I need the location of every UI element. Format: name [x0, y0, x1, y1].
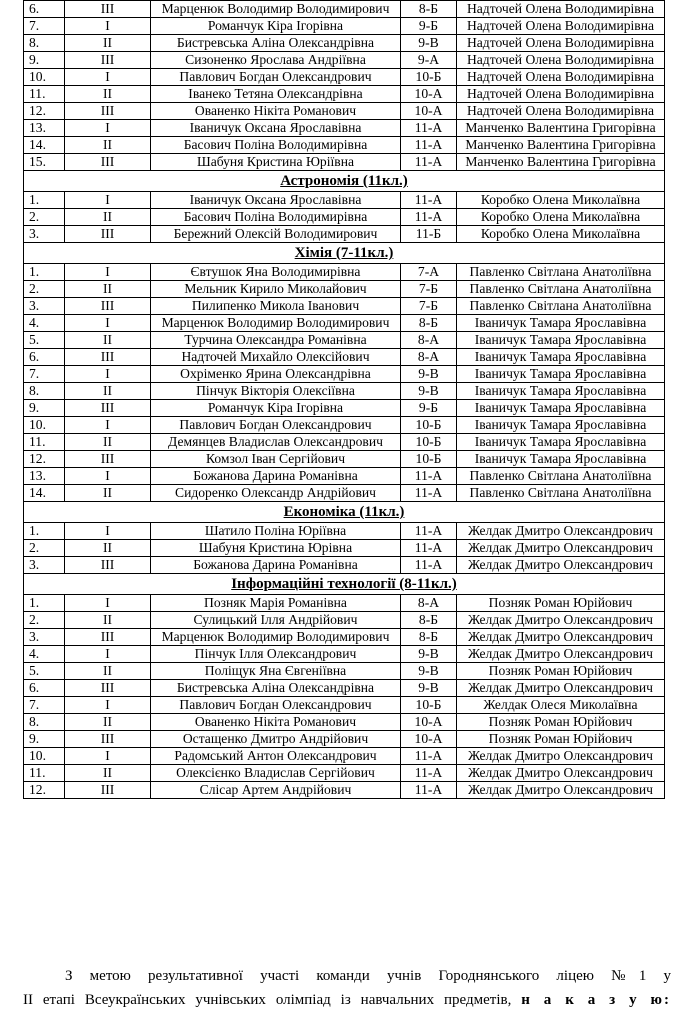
table-row: [24, 103, 665, 120]
place-cell: ІІІ: [65, 52, 151, 69]
teacher-name: Коробко Олена Миколаївна: [457, 192, 665, 209]
student-name: Комзол Іван Сергійович: [151, 451, 401, 468]
teacher-name: Желдак Дмитро Олександрович: [457, 557, 665, 574]
teacher-name: Надточей Олена Володимирівна: [457, 35, 665, 52]
class-cell: 11-А: [401, 137, 457, 154]
row-number: 3.: [24, 629, 65, 646]
subject-title: Інформаційні технології (8-11кл.): [24, 574, 665, 595]
teacher-name: Позняк Роман Юрійович: [457, 714, 665, 731]
class-cell: 7-Б: [401, 298, 457, 315]
preamble-line-2-text: ІІ етапі Всеукраїнських учнівських олімпіад із навчальних предметів,: [23, 992, 512, 1008]
row-number: 12.: [24, 451, 65, 468]
student-name: Пилипенко Микола Іванович: [151, 298, 401, 315]
row-number: 2.: [24, 281, 65, 298]
place-cell: ІІІ: [65, 680, 151, 697]
place-cell: ІІ: [65, 281, 151, 298]
student-name: Демянцев Владислав Олександрович: [151, 434, 401, 451]
teacher-name: Іваничук Тамара Ярославівна: [457, 383, 665, 400]
table-row: [24, 52, 665, 69]
row-number: 6.: [24, 1, 65, 18]
class-cell: 10-А: [401, 714, 457, 731]
preamble-line-2: [23, 988, 671, 1012]
place-cell: І: [65, 69, 151, 86]
place-cell: ІІ: [65, 540, 151, 557]
table-row: [24, 595, 665, 612]
class-cell: 9-Б: [401, 18, 457, 35]
place-cell: ІІІ: [65, 451, 151, 468]
class-cell: 10-А: [401, 731, 457, 748]
teacher-name: Павленко Світлана Анатоліївна: [457, 281, 665, 298]
class-cell: 10-А: [401, 86, 457, 103]
teacher-name: Манченко Валентина Григорівна: [457, 120, 665, 137]
teacher-name: Желдак Дмитро Олександрович: [457, 612, 665, 629]
student-name: Бережний Олексій Володимирович: [151, 226, 401, 243]
place-cell: І: [65, 417, 151, 434]
class-cell: 10-Б: [401, 417, 457, 434]
student-name: Божанова Дарина Романівна: [151, 557, 401, 574]
student-name: Ованенко Нікіта Романович: [151, 714, 401, 731]
student-name: Марценюк Володимир Володимирович: [151, 1, 401, 18]
row-number: 8.: [24, 714, 65, 731]
place-cell: І: [65, 697, 151, 714]
student-name: Надточей Михайло Олексійович: [151, 349, 401, 366]
student-name: Бистревська Аліна Олександрівна: [151, 680, 401, 697]
teacher-name: Коробко Олена Миколаївна: [457, 226, 665, 243]
class-cell: 8-А: [401, 595, 457, 612]
student-name: Остащенко Дмитро Андрійович: [151, 731, 401, 748]
class-cell: 9-В: [401, 366, 457, 383]
subject-title: Економіка (11кл.): [24, 502, 665, 523]
table-row: [24, 18, 665, 35]
row-number: 13.: [24, 468, 65, 485]
results-table-body: [24, 1, 665, 799]
table-row: [24, 192, 665, 209]
class-cell: 11-А: [401, 120, 457, 137]
table-row: [24, 120, 665, 137]
row-number: 6.: [24, 349, 65, 366]
class-cell: 9-В: [401, 35, 457, 52]
place-cell: ІІІ: [65, 782, 151, 799]
place-cell: І: [65, 523, 151, 540]
place-cell: І: [65, 748, 151, 765]
student-name: Бистревська Аліна Олександрівна: [151, 35, 401, 52]
teacher-name: Іваничук Тамара Ярославівна: [457, 400, 665, 417]
teacher-name: Іваничук Тамара Ярославівна: [457, 366, 665, 383]
teacher-name: Іваничук Тамара Ярославівна: [457, 315, 665, 332]
teacher-name: Позняк Роман Юрійович: [457, 731, 665, 748]
teacher-name: Позняк Роман Юрійович: [457, 663, 665, 680]
row-number: 5.: [24, 663, 65, 680]
teacher-name: Іваничук Тамара Ярославівна: [457, 434, 665, 451]
teacher-name: Коробко Олена Миколаївна: [457, 209, 665, 226]
place-cell: ІІІ: [65, 1, 151, 18]
subject-title: Хімія (7-11кл.): [24, 243, 665, 264]
teacher-name: Желдак Дмитро Олександрович: [457, 680, 665, 697]
row-number: 1.: [24, 192, 65, 209]
class-cell: 11-А: [401, 154, 457, 171]
table-row: [24, 468, 665, 485]
place-cell: І: [65, 595, 151, 612]
table-row: [24, 714, 665, 731]
row-number: 10.: [24, 748, 65, 765]
row-number: 10.: [24, 417, 65, 434]
table-row: [24, 663, 665, 680]
student-name: Павлович Богдан Олександрович: [151, 69, 401, 86]
teacher-name: Желдак Дмитро Олександрович: [457, 782, 665, 799]
student-name: Божанова Дарина Романівна: [151, 468, 401, 485]
class-cell: 9-В: [401, 680, 457, 697]
class-cell: 7-Б: [401, 281, 457, 298]
class-cell: 7-А: [401, 264, 457, 281]
teacher-name: Павленко Світлана Анатоліївна: [457, 298, 665, 315]
class-cell: 9-В: [401, 646, 457, 663]
row-number: 1.: [24, 523, 65, 540]
table-row: [24, 366, 665, 383]
student-name: Романчук Кіра Ігорівна: [151, 18, 401, 35]
table-row: [24, 629, 665, 646]
teacher-name: Желдак Дмитро Олександрович: [457, 646, 665, 663]
student-name: Іванеко Тетяна Олександрівна: [151, 86, 401, 103]
table-row: [24, 298, 665, 315]
row-number: 14.: [24, 485, 65, 502]
subject-title: Астрономія (11кл.): [24, 171, 665, 192]
place-cell: ІІ: [65, 86, 151, 103]
order-preamble: [23, 964, 671, 1012]
teacher-name: Позняк Роман Юрійович: [457, 595, 665, 612]
row-number: 7.: [24, 366, 65, 383]
row-number: 8.: [24, 35, 65, 52]
place-cell: ІІІ: [65, 349, 151, 366]
class-cell: 9-Б: [401, 400, 457, 417]
student-name: Радомський Антон Олександрович: [151, 748, 401, 765]
row-number: 2.: [24, 209, 65, 226]
class-cell: 10-Б: [401, 69, 457, 86]
place-cell: І: [65, 366, 151, 383]
table-row: [24, 417, 665, 434]
student-name: Турчина Олександра Романівна: [151, 332, 401, 349]
teacher-name: Іваничук Тамара Ярославівна: [457, 349, 665, 366]
row-number: 1.: [24, 595, 65, 612]
class-cell: 11-А: [401, 209, 457, 226]
place-cell: ІІІ: [65, 226, 151, 243]
student-name: Басович Поліна Володимирівна: [151, 137, 401, 154]
table-row: [24, 1, 665, 18]
table-row: [24, 680, 665, 697]
table-row: [24, 281, 665, 298]
table-row: [24, 434, 665, 451]
table-row: [24, 226, 665, 243]
place-cell: ІІ: [65, 137, 151, 154]
place-cell: ІІ: [65, 383, 151, 400]
student-name: Іваничук Оксана Ярославівна: [151, 120, 401, 137]
place-cell: ІІ: [65, 209, 151, 226]
class-cell: 11-А: [401, 782, 457, 799]
class-cell: 8-А: [401, 349, 457, 366]
row-number: 3.: [24, 557, 65, 574]
subject-section-header: [24, 574, 665, 595]
class-cell: 8-Б: [401, 629, 457, 646]
table-row: [24, 646, 665, 663]
place-cell: ІІ: [65, 485, 151, 502]
student-name: Сизоненко Ярослава Андріївна: [151, 52, 401, 69]
place-cell: ІІІ: [65, 103, 151, 120]
table-row: [24, 69, 665, 86]
row-number: 11.: [24, 765, 65, 782]
student-name: Шабуня Кристина Юрівна: [151, 540, 401, 557]
row-number: 2.: [24, 612, 65, 629]
teacher-name: Надточей Олена Володимирівна: [457, 52, 665, 69]
row-number: 15.: [24, 154, 65, 171]
row-number: 4.: [24, 646, 65, 663]
row-number: 9.: [24, 731, 65, 748]
place-cell: ІІ: [65, 765, 151, 782]
student-name: Шатило Поліна Юріївна: [151, 523, 401, 540]
table-row: [24, 765, 665, 782]
row-number: 7.: [24, 697, 65, 714]
student-name: Пінчук Ілля Олександрович: [151, 646, 401, 663]
class-cell: 10-А: [401, 103, 457, 120]
place-cell: І: [65, 264, 151, 281]
teacher-name: Павленко Світлана Анатоліївна: [457, 468, 665, 485]
table-row: [24, 451, 665, 468]
row-number: 11.: [24, 434, 65, 451]
table-row: [24, 523, 665, 540]
teacher-name: Желдак Дмитро Олександрович: [457, 629, 665, 646]
teacher-name: Іваничук Тамара Ярославівна: [457, 332, 665, 349]
table-row: [24, 154, 665, 171]
class-cell: 10-Б: [401, 697, 457, 714]
class-cell: 8-Б: [401, 1, 457, 18]
class-cell: 9-В: [401, 383, 457, 400]
row-number: 5.: [24, 332, 65, 349]
student-name: Пінчук Вікторія Олексіївна: [151, 383, 401, 400]
table-row: [24, 332, 665, 349]
student-name: Охріменко Ярина Олександрівна: [151, 366, 401, 383]
teacher-name: Павленко Світлана Анатоліївна: [457, 264, 665, 281]
class-cell: 11-А: [401, 523, 457, 540]
place-cell: ІІІ: [65, 154, 151, 171]
place-cell: ІІ: [65, 434, 151, 451]
class-cell: 8-Б: [401, 612, 457, 629]
class-cell: 11-А: [401, 468, 457, 485]
row-number: 6.: [24, 680, 65, 697]
table-row: [24, 612, 665, 629]
class-cell: 9-В: [401, 663, 457, 680]
place-cell: ІІІ: [65, 298, 151, 315]
subject-section-header: [24, 502, 665, 523]
student-name: Сулицький Ілля Андрійович: [151, 612, 401, 629]
student-name: Павлович Богдан Олександрович: [151, 697, 401, 714]
row-number: 1.: [24, 264, 65, 281]
student-name: Мельник Кирило Миколайович: [151, 281, 401, 298]
row-number: 9.: [24, 400, 65, 417]
place-cell: ІІІ: [65, 557, 151, 574]
place-cell: ІІ: [65, 663, 151, 680]
teacher-name: Надточей Олена Володимирівна: [457, 18, 665, 35]
table-row: [24, 264, 665, 281]
table-row: [24, 557, 665, 574]
student-name: Іваничук Оксана Ярославівна: [151, 192, 401, 209]
teacher-name: Надточей Олена Володимирівна: [457, 103, 665, 120]
student-name: Поліщук Яна Євгеніївна: [151, 663, 401, 680]
row-number: 10.: [24, 69, 65, 86]
class-cell: 11-А: [401, 485, 457, 502]
place-cell: І: [65, 646, 151, 663]
subject-section-header: [24, 171, 665, 192]
olympiad-results-table: [23, 0, 665, 799]
student-name: Олексієнко Владислав Сергійович: [151, 765, 401, 782]
row-number: 12.: [24, 782, 65, 799]
student-name: Марценюк Володимир Володимирович: [151, 629, 401, 646]
student-name: Ованенко Нікіта Романович: [151, 103, 401, 120]
place-cell: І: [65, 18, 151, 35]
class-cell: 10-Б: [401, 451, 457, 468]
teacher-name: Іваничук Тамара Ярославівна: [457, 417, 665, 434]
class-cell: 11-А: [401, 192, 457, 209]
teacher-name: Павленко Світлана Анатоліївна: [457, 485, 665, 502]
teacher-name: Желдак Дмитро Олександрович: [457, 523, 665, 540]
teacher-name: Надточей Олена Володимирівна: [457, 69, 665, 86]
place-cell: І: [65, 468, 151, 485]
place-cell: ІІ: [65, 612, 151, 629]
teacher-name: Желдак Дмитро Олександрович: [457, 765, 665, 782]
student-name: Марценюк Володимир Володимирович: [151, 315, 401, 332]
teacher-name: Надточей Олена Володимирівна: [457, 1, 665, 18]
teacher-name: Манченко Валентина Григорівна: [457, 154, 665, 171]
class-cell: 8-А: [401, 332, 457, 349]
student-name: Позняк Марія Романівна: [151, 595, 401, 612]
place-cell: ІІ: [65, 714, 151, 731]
document-page: [23, 0, 664, 799]
class-cell: 9-А: [401, 52, 457, 69]
row-number: 12.: [24, 103, 65, 120]
table-row: [24, 35, 665, 52]
student-name: Слісар Артем Андрійович: [151, 782, 401, 799]
subject-section-header: [24, 243, 665, 264]
teacher-name: Желдак Олеся Миколаївна: [457, 697, 665, 714]
order-word: н а к а з у ю:: [521, 992, 671, 1008]
row-number: 9.: [24, 52, 65, 69]
class-cell: 10-Б: [401, 434, 457, 451]
class-cell: 11-А: [401, 765, 457, 782]
table-row: [24, 315, 665, 332]
place-cell: І: [65, 192, 151, 209]
row-number: 8.: [24, 383, 65, 400]
row-number: 11.: [24, 86, 65, 103]
teacher-name: Желдак Дмитро Олександрович: [457, 748, 665, 765]
table-row: [24, 349, 665, 366]
student-name: Романчук Кіра Ігорівна: [151, 400, 401, 417]
row-number: 3.: [24, 298, 65, 315]
teacher-name: Желдак Дмитро Олександрович: [457, 540, 665, 557]
table-row: [24, 400, 665, 417]
place-cell: І: [65, 315, 151, 332]
place-cell: ІІ: [65, 332, 151, 349]
student-name: Шабуня Кристина Юріївна: [151, 154, 401, 171]
row-number: 14.: [24, 137, 65, 154]
place-cell: ІІІ: [65, 629, 151, 646]
row-number: 7.: [24, 18, 65, 35]
student-name: Сидоренко Олександр Андрійович: [151, 485, 401, 502]
table-row: [24, 485, 665, 502]
row-number: 4.: [24, 315, 65, 332]
place-cell: ІІІ: [65, 731, 151, 748]
place-cell: ІІІ: [65, 400, 151, 417]
row-number: 3.: [24, 226, 65, 243]
table-row: [24, 782, 665, 799]
class-cell: 11-А: [401, 748, 457, 765]
row-number: 13.: [24, 120, 65, 137]
table-row: [24, 137, 665, 154]
preamble-line-1: З метою результативної участі команди учнів Городнянського ліцею №1 у: [65, 968, 671, 984]
class-cell: 11-А: [401, 540, 457, 557]
class-cell: 11-Б: [401, 226, 457, 243]
class-cell: 8-Б: [401, 315, 457, 332]
table-row: [24, 540, 665, 557]
class-cell: 11-А: [401, 557, 457, 574]
teacher-name: Іваничук Тамара Ярославівна: [457, 451, 665, 468]
table-row: [24, 731, 665, 748]
table-row: [24, 86, 665, 103]
student-name: Басович Поліна Володимирівна: [151, 209, 401, 226]
teacher-name: Манченко Валентина Григорівна: [457, 137, 665, 154]
table-row: [24, 383, 665, 400]
table-row: [24, 748, 665, 765]
student-name: Павлович Богдан Олександрович: [151, 417, 401, 434]
table-row: [24, 209, 665, 226]
place-cell: І: [65, 120, 151, 137]
table-row: [24, 697, 665, 714]
place-cell: ІІ: [65, 35, 151, 52]
teacher-name: Надточей Олена Володимирівна: [457, 86, 665, 103]
row-number: 2.: [24, 540, 65, 557]
student-name: Євтушок Яна Володимирівна: [151, 264, 401, 281]
